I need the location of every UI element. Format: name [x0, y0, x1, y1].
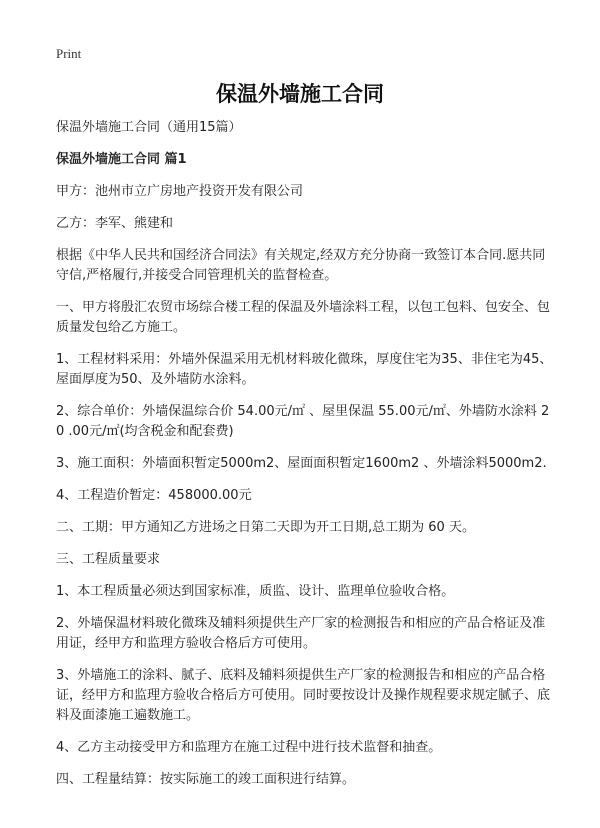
preamble-paragraph: 根据《中华人民共和国经济合同法》有关规定,经双方充分协商一致签订本合同.愿共同守信,严格履行,并接受合同管理机关的监督检查。 [56, 248, 546, 283]
clause-1-item-2: 2、综合单价：外墙保温综合价 54.00元/㎡ 、屋里保温 55.00元/㎡、外墙防水涂料 20 .00元/㎡(均含税金和配套费) [56, 404, 550, 439]
clause-3-item-2: 2、外墙保温材料玻化微珠及辅料须提供生产厂家的检测报告和相应的产品合格证及准用证，经甲方和监理方验收合格后方可使用。 [56, 616, 546, 651]
document-body [56, 118, 556, 802]
print-link[interactable]: Print [56, 46, 82, 61]
clause-1-item-1: 1、工程材料采用：外墙外保温采用无机材料玻化微珠，厚度住宅为35、非住宅为45、屋面厚度为50、及外墙防水涂料。 [56, 352, 553, 387]
clause-3: 三、工程质量要求 [56, 552, 161, 567]
clause-1-item-4: 4、工程造价暂定：458000.00元 [56, 488, 252, 503]
clause-3-item-4: 4、乙方主动接受甲方和监理方在施工过程中进行技术监督和抽查。 [56, 740, 442, 755]
clause-1-item-3: 3、施工面积：外墙面积暂定5000m2、屋面面积暂定1600m2 、外墙涂料5000m2. [56, 456, 547, 471]
party-a: 甲方：池州市立广房地产投资开发有限公司 [56, 184, 304, 199]
document-subtitle: 保温外墙施工合同（通用15篇） [56, 120, 242, 135]
clause-1: 一、甲方将殷汇农贸市场综合楼工程的保温及外墙涂料工程，以包工包料、包安全、包质量发包给乙方施工。 [56, 300, 551, 335]
clause-3-item-1: 1、本工程质量必须达到国家标准，质监、设计、监理单位验收合格。 [56, 584, 455, 599]
document-title: 保温外墙施工合同 [216, 82, 384, 106]
clause-2: 二、工期：甲方通知乙方进场之日第二天即为开工日期,总工期为 60 天。 [56, 520, 475, 535]
section-heading: 保温外墙施工合同 篇1 [56, 152, 187, 167]
party-b: 乙方：李军、熊建和 [56, 216, 174, 231]
clause-3-item-3: 3、外墙施工的涂料、腻子、底料及辅料须提供生产厂家的检测报告和相应的产品合格证，经甲方和监理方验收合格后方可使用。同时要按设计及操作规程要求规定腻子、底料及面漆施工遍数施工。 [56, 668, 551, 723]
clause-4: 四、工程量结算：按实际施工的竣工面积进行结算。 [56, 772, 356, 787]
